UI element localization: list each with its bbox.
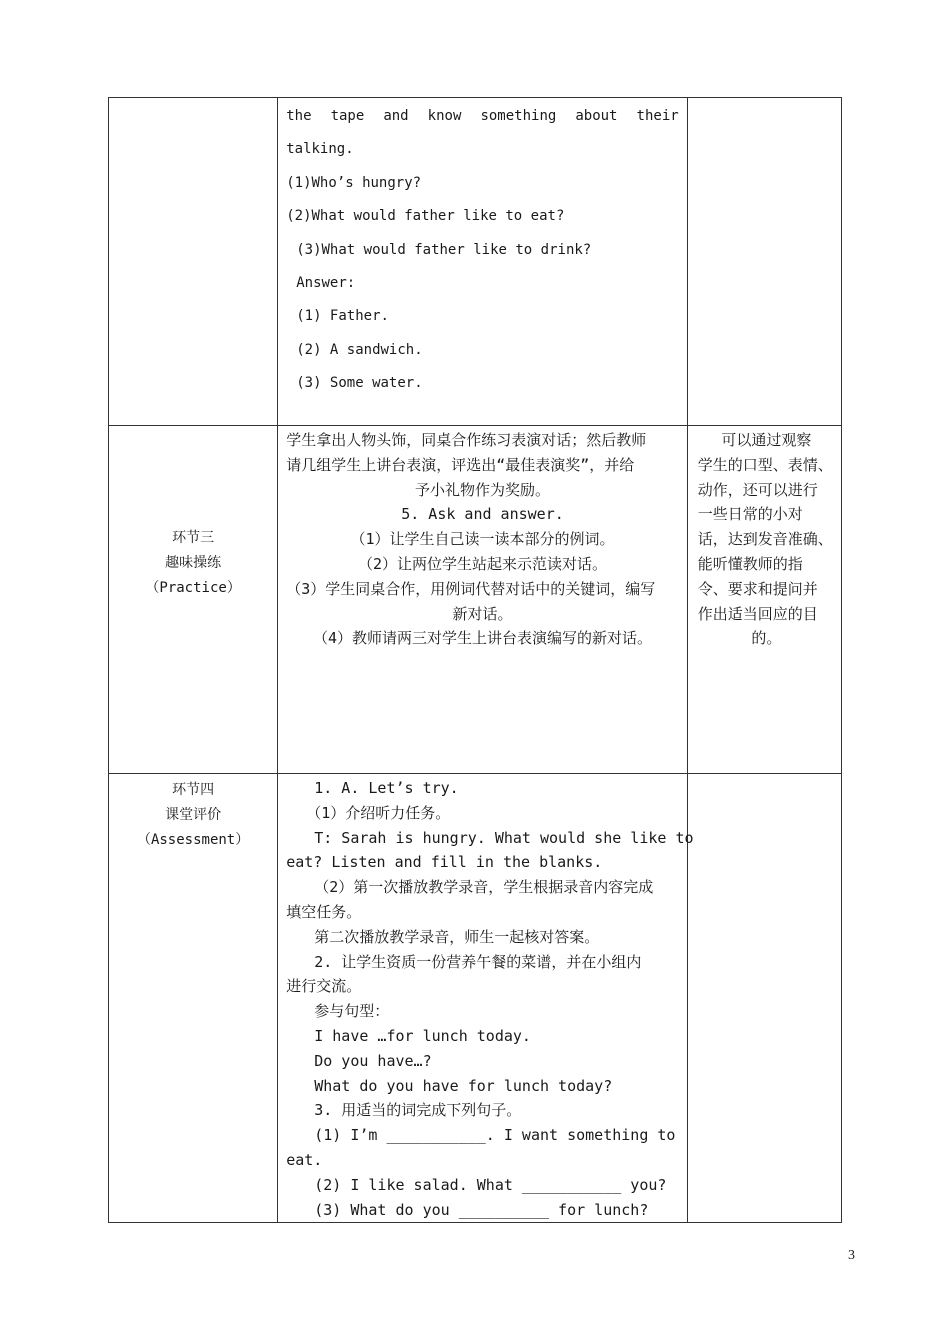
table-row <box>109 774 842 1223</box>
question-line: (1)Who’s hungry? <box>286 174 422 191</box>
content-line: the tape and know something about their <box>286 108 679 124</box>
purpose-line: 的。 <box>751 629 782 648</box>
question-line: (3)What would father like to drink? <box>296 241 592 258</box>
content-line: 予小礼物作为奖励。 <box>414 480 550 499</box>
content-line: 参与句型： <box>314 1002 390 1021</box>
question-line: (2)What would father like to eat? <box>286 208 565 225</box>
content-line: T: Sarah is hungry. What would she like to <box>314 828 694 847</box>
content-line: （4）教师请两三对学生上讲台表演编写的新对话。 <box>312 629 653 648</box>
stage-title: 环节三 <box>172 530 215 546</box>
content-line: 进行交流。 <box>286 977 362 996</box>
content-line: 3. 用适当的词完成下列句子。 <box>314 1101 522 1120</box>
content-cell <box>278 426 688 774</box>
purpose-line: 话，达到发音准确、 <box>697 530 833 549</box>
content-line: 5. Ask and answer. <box>401 505 564 524</box>
content-cell <box>278 98 688 426</box>
content-line: 1. A. Let’s try. <box>314 779 459 797</box>
stage-english: （Assessment） <box>136 831 250 848</box>
purpose-cell <box>687 774 841 1223</box>
exercise-line: (3) What do you __________ for lunch? <box>314 1200 649 1219</box>
exercise-line: eat. <box>286 1150 323 1169</box>
stage-title: 环节四 <box>172 782 215 798</box>
content-line: （1）让学生自己读一读本部分的例词。 <box>350 530 615 549</box>
content-line: 第二次播放教学录音，师生一起核对答案。 <box>314 927 600 946</box>
purpose-cell <box>687 98 841 426</box>
answer-line: (3) Some water. <box>296 375 423 392</box>
content-line: What do you have for lunch today? <box>314 1076 613 1095</box>
page-number: 3 <box>848 1248 855 1263</box>
content-line: （1）介绍听力任务。 <box>306 803 451 822</box>
purpose-line: 一些日常的小对 <box>697 505 803 524</box>
content-line: 学生拿出人物头饰，同桌合作练习表演对话；然后教师 <box>286 431 647 449</box>
stage-cell <box>109 426 278 774</box>
content-line: eat? Listen and fill in the blanks. <box>286 853 603 872</box>
content-line: I have …for lunch today. <box>314 1026 531 1045</box>
purpose-line: 作出适当回应的目 <box>697 604 818 623</box>
lesson-plan-table <box>108 97 842 1223</box>
exercise-line: (1) I’m ___________. I want something to <box>314 1126 676 1145</box>
exercise-line: (2) I like salad. What ___________ you? <box>314 1175 667 1194</box>
content-line: 2. 让学生资质一份营养午餐的菜谱，并在小组内 <box>314 952 642 971</box>
answer-heading: Answer: <box>296 275 356 292</box>
purpose-line: 可以通过观察 <box>721 431 812 449</box>
content-line: Do you have…? <box>314 1051 432 1070</box>
stage-cell <box>109 774 278 1223</box>
table-row <box>109 426 842 774</box>
content-line: 请几组学生上讲台表演，评选出“最佳表演奖”，并给 <box>286 455 635 474</box>
purpose-line: 能听懂教师的指 <box>697 554 803 573</box>
answer-line: (1) Father. <box>296 308 389 325</box>
stage-name: 趣味操练 <box>165 554 222 571</box>
purpose-line: 学生的口型、表情、 <box>697 455 833 474</box>
stage-cell <box>109 98 278 426</box>
content-line: talking. <box>286 141 354 158</box>
stage-name: 课堂评价 <box>165 806 222 823</box>
content-line: （3）学生同桌合作，用例词代替对话中的关键词，编写 <box>286 579 656 598</box>
table-row <box>109 98 842 426</box>
purpose-cell <box>687 426 841 774</box>
stage-english: （Practice） <box>145 579 241 596</box>
content-line: 填空任务。 <box>286 902 362 921</box>
purpose-line: 动作，还可以进行 <box>697 480 818 499</box>
content-line: （2）让两位学生站起来示范读对话。 <box>357 554 608 573</box>
content-line: （2）第一次播放教学录音，学生根据录音内容完成 <box>314 878 654 897</box>
content-cell <box>278 774 694 1223</box>
content-line: 新对话。 <box>452 604 513 623</box>
answer-line: (2) A sandwich. <box>296 341 423 358</box>
purpose-line: 令、要求和提问并 <box>697 579 818 598</box>
